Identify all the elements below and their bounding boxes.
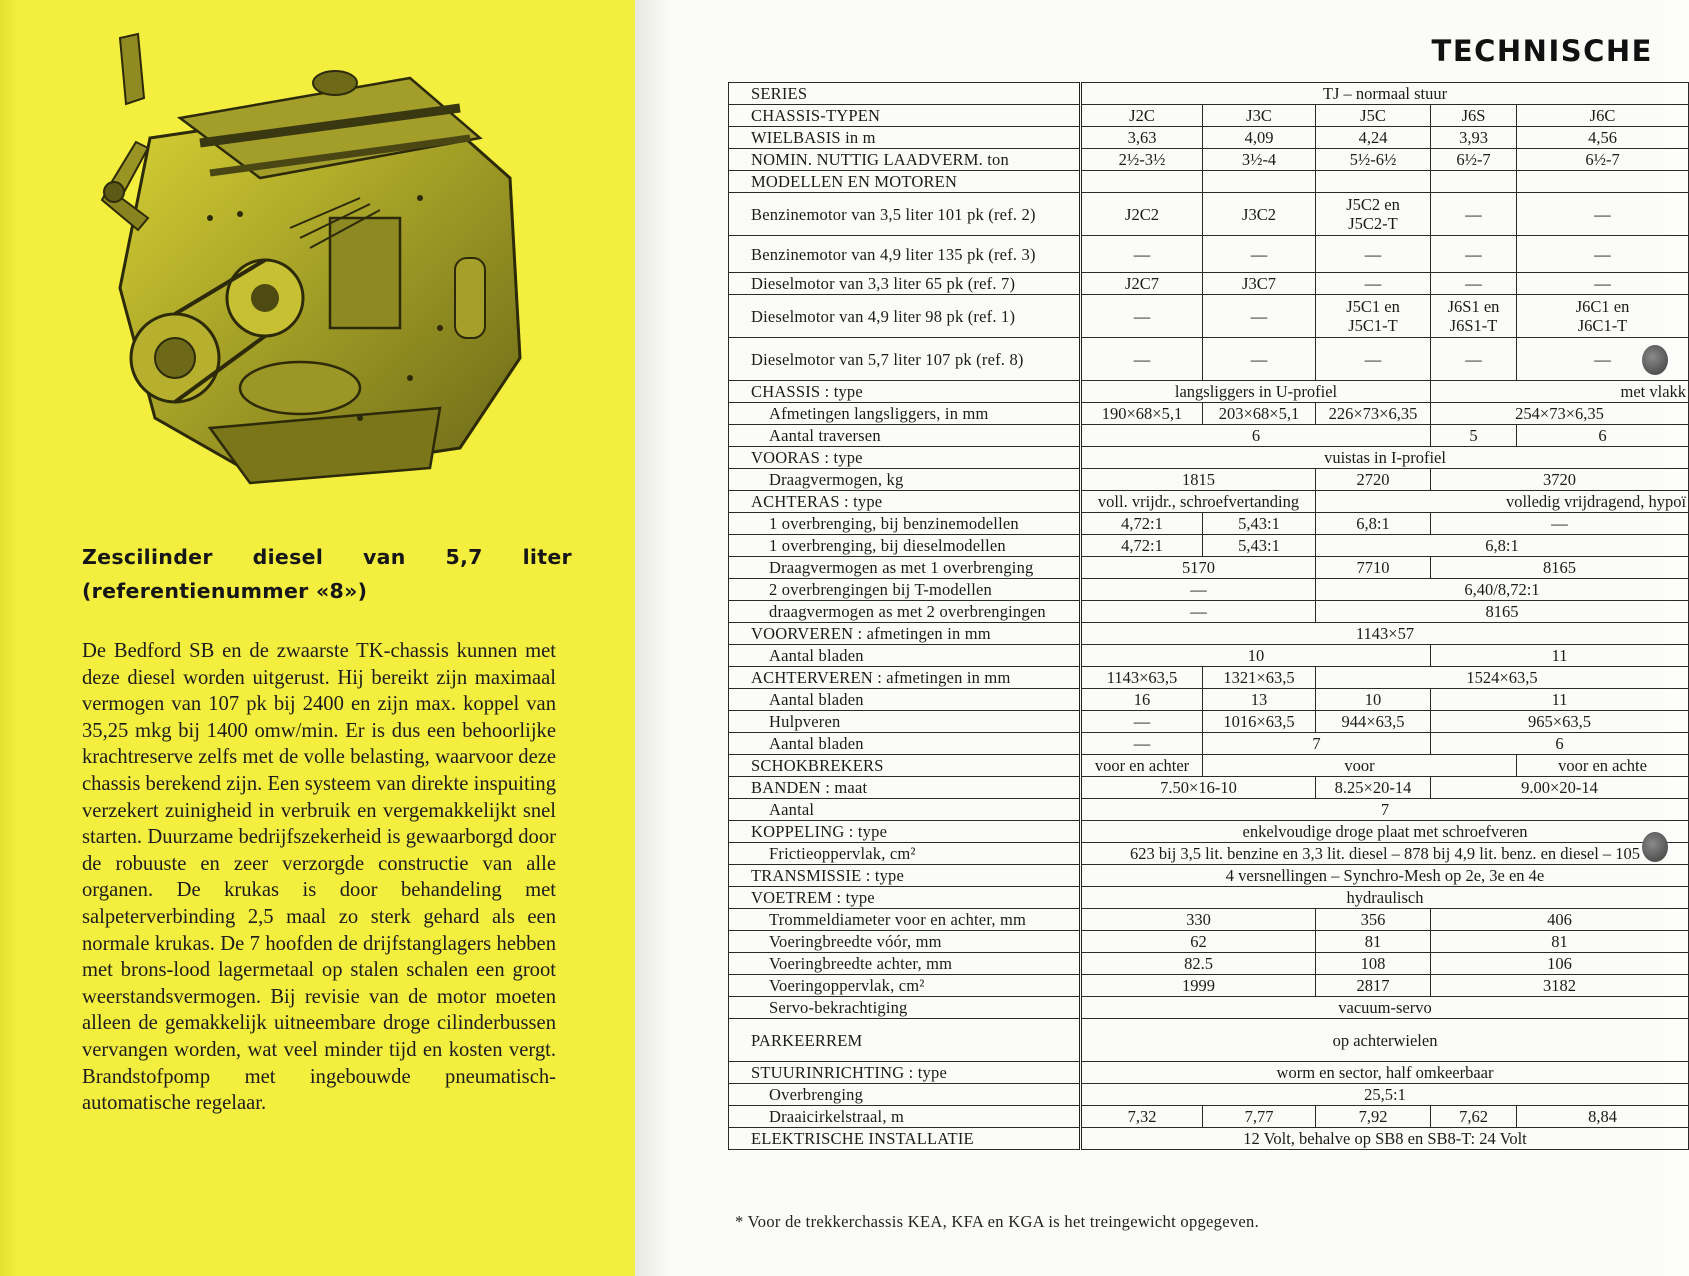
spec-cell: voll. vrijdr., schroefvertanding [1081,491,1316,513]
spec-cell: 3½-4 [1203,149,1316,171]
spec-cell: 8.25×20-14 [1316,777,1431,799]
spec-cell [1316,171,1431,193]
spec-row [729,295,1689,338]
spec-row-label: Benzinemotor van 3,5 liter 101 pk (ref. 2) [729,193,1081,236]
caption-line-1 [82,540,572,574]
spec-cell: J3C [1203,105,1316,127]
spec-cell: met vlakk [1431,381,1689,403]
spec-cell: 3,93 [1431,127,1517,149]
spec-cell: — [1431,513,1689,535]
spec-cell: 623 bij 3,5 lit. benzine en 3,3 lit. diesel – 878 bij 4,9 lit. benz. en diesel – 105 [1081,843,1689,865]
spec-row [729,909,1689,931]
spec-row-label: Overbrenging [729,1084,1081,1106]
engine-description: De Bedford SB en de zwaarste TK-chassis kunnen met deze diesel worden uitgerust. Hij bereikt zijn maximaal vermogen van 107 pk bij 2400 en zijn max. koppel van 35,25 mkg bij 1400 omw/min. Er is dus een behoorlijke krachtreserve zelfs met de volle belasting, waarvoor deze chassis berekend zijn. Een systeem van direkte inspuiting verzekert zuinigheid in verbruik en vergemakkelijkt snel starten. Duurzame bedrijfszekerheid is gewaarborgd door de robuuste en zeer verzorgde constructie van alle organen. De krukas is door behandeling met salpeterverbinding 2,5 maal zo sterk gehard als een normale krukas. De 7 hoofden de drijfstanglagers hebben met brons-lood lagermetaal op stalen schalen een groot weerstandsvermogen. Bij revisie van de motor moeten alleen de gemakkelijk uitneembare droge cilinderbussen vervangen worden, wat veel minder tijd en kosten vergt. Brandstofpomp met ingebouwde pneumatisch-automatische regelaar. [82,640,556,1115]
spec-row [729,931,1689,953]
spec-cell: J3C2 [1203,193,1316,236]
spec-row-label: PARKEERREM [729,1019,1081,1062]
spec-cell: 7 [1081,799,1689,821]
spec-cell: 1321×63,5 [1203,667,1316,689]
spec-cell: voor [1203,755,1517,777]
spec-row-label: Hulpveren [729,711,1081,733]
spec-row-label: Aantal bladen [729,645,1081,667]
spec-row [729,821,1689,843]
spec-row [729,1062,1689,1084]
caption-line-2: (referentienummer «8») [82,579,368,603]
spec-row [729,236,1689,273]
spec-cell: — [1316,236,1431,273]
spec-cell: 9.00×20-14 [1431,777,1689,799]
spec-cell: 7.50×16-10 [1081,777,1316,799]
spec-row-label: Frictieoppervlak, cm² [729,843,1081,865]
spec-row-label: SERIES [729,83,1081,105]
spec-row [729,83,1689,105]
caption-word: van [363,545,406,569]
spec-row [729,667,1689,689]
spec-row [729,755,1689,777]
spec-row [729,557,1689,579]
spec-cell: 5 [1431,425,1517,447]
spec-cell: — [1431,193,1517,236]
spec-cell: 1815 [1081,469,1316,491]
spec-cell: J5C2 en J5C2-T [1316,193,1431,236]
spec-row-label: Aantal [729,799,1081,821]
spec-row [729,149,1689,171]
spec-cell: 4,56 [1517,127,1689,149]
spec-cell: — [1517,273,1689,295]
spec-cell: hydraulisch [1081,887,1689,909]
spec-cell: 11 [1431,689,1689,711]
technical-spec-table [728,82,1689,1150]
spec-row [729,1019,1689,1062]
spec-row-label: Aantal bladen [729,689,1081,711]
spec-cell [1517,171,1689,193]
spec-cell: worm en sector, half omkeerbaar [1081,1062,1689,1084]
spec-cell: 7,32 [1081,1106,1203,1128]
spec-row-label: VOETREM : type [729,887,1081,909]
spec-row-label: BANDEN : maat [729,777,1081,799]
spec-cell: TJ – normaal stuur [1081,83,1689,105]
spec-cell: 1016×63,5 [1203,711,1316,733]
spec-row-label: Draagvermogen as met 1 overbrenging [729,557,1081,579]
spec-cell: — [1081,579,1316,601]
spec-row [729,997,1689,1019]
spec-row-label: Servo-bekrachtiging [729,997,1081,1019]
spec-row [729,469,1689,491]
spec-cell: 356 [1316,909,1431,931]
spec-cell: 7,62 [1431,1106,1517,1128]
spec-row-label: CHASSIS : type [729,381,1081,403]
spec-row [729,601,1689,623]
spec-row [729,843,1689,865]
spec-cell: 5½-6½ [1316,149,1431,171]
spec-row [729,733,1689,755]
engine-caption [82,540,572,608]
spec-cell: — [1081,733,1203,755]
spec-cell: — [1203,236,1316,273]
spec-cell: — [1431,338,1517,381]
spec-cell: J6S1 en J6S1-T [1431,295,1517,338]
caption-word: diesel [252,545,324,569]
spec-row-label: Voeringbreedte vóór, mm [729,931,1081,953]
spec-row [729,381,1689,403]
spec-row [729,491,1689,513]
spec-row-label: WIELBASIS in m [729,127,1081,149]
spec-cell: 2817 [1316,975,1431,997]
spec-row [729,1128,1689,1150]
spec-row-label: Voeringbreedte achter, mm [729,953,1081,975]
spec-cell: 203×68×5,1 [1203,403,1316,425]
spec-row [729,338,1689,381]
spec-cell: vuistas in I-profiel [1081,447,1689,469]
spec-row-label: VOORAS : type [729,447,1081,469]
spec-cell: 8165 [1316,601,1689,623]
spec-row [729,711,1689,733]
spec-cell: 16 [1081,689,1203,711]
spec-row [729,777,1689,799]
spec-row-label: 1 overbrenging, bij benzinemodellen [729,513,1081,535]
spec-cell: 406 [1431,909,1689,931]
left-page [0,0,635,1276]
spec-row-label: Draaicirkelstraal, m [729,1106,1081,1128]
spec-row-label: KOPPELING : type [729,821,1081,843]
spec-row [729,579,1689,601]
spec-row-label: 2 overbrengingen bij T-modellen [729,579,1081,601]
spec-cell: 12 Volt, behalve op SB8 en SB8-T: 24 Volt [1081,1128,1689,1150]
spec-row [729,447,1689,469]
spec-row-label: Draagvermogen, kg [729,469,1081,491]
spec-cell: 62 [1081,931,1316,953]
spec-cell: 82.5 [1081,953,1316,975]
spec-cell: 1524×63,5 [1316,667,1689,689]
spec-row-label: 1 overbrenging, bij dieselmodellen [729,535,1081,557]
spec-row-label: Afmetingen langsliggers, in mm [729,403,1081,425]
spec-cell: 7 [1203,733,1431,755]
spec-row-label: ELEKTRISCHE INSTALLATIE [729,1128,1081,1150]
engine-illustration [60,28,550,498]
footnote: * Voor de trekkerchassis KEA, KFA en KGA is het treingewicht opgegeven. [735,1212,1259,1231]
spec-row-label: Dieselmotor van 4,9 liter 98 pk (ref. 1) [729,295,1081,338]
spec-cell: 6½-7 [1431,149,1517,171]
spec-cell: 330 [1081,909,1316,931]
spec-row-label: Aantal traversen [729,425,1081,447]
spec-cell: — [1203,338,1316,381]
spec-row-label: CHASSIS-TYPEN [729,105,1081,127]
spec-cell: volledig vrijdragend, hypoï [1316,491,1689,513]
spec-row [729,193,1689,236]
spec-cell: 190×68×5,1 [1081,403,1203,425]
spec-row [729,865,1689,887]
spec-cell: 4,72:1 [1081,513,1203,535]
spec-cell: 4,09 [1203,127,1316,149]
spec-cell: 10 [1316,689,1431,711]
spec-row [729,689,1689,711]
spec-cell: J6C [1517,105,1689,127]
spec-row-label: Aantal bladen [729,733,1081,755]
spec-row [729,887,1689,909]
spec-cell: — [1517,193,1689,236]
spec-cell: — [1081,711,1203,733]
spec-row [729,105,1689,127]
spec-cell: 11 [1431,645,1689,667]
spec-cell: 8,84 [1517,1106,1689,1128]
spec-row [729,975,1689,997]
caption-word: liter [522,545,572,569]
spec-cell: — [1081,601,1316,623]
spec-cell [1431,171,1517,193]
spec-cell: — [1431,236,1517,273]
spec-cell: 254×73×6,35 [1431,403,1689,425]
caption-word: 5,7 [445,545,483,569]
spec-cell: op achterwielen [1081,1019,1689,1062]
spec-cell: J6S [1431,105,1517,127]
spec-row-label: VOORVEREN : afmetingen in mm [729,623,1081,645]
spec-cell: 3182 [1431,975,1689,997]
spec-row-label: STUURINRICHTING : type [729,1062,1081,1084]
page-fold-shade [635,0,671,1276]
spec-cell: 81 [1431,931,1689,953]
spec-cell: — [1203,295,1316,338]
spec-cell: 13 [1203,689,1316,711]
spec-row [729,513,1689,535]
spec-cell: 6,8:1 [1316,535,1689,557]
binder-hole [1642,345,1668,375]
spec-cell: 5170 [1081,557,1316,579]
spec-cell: 1143×63,5 [1081,667,1203,689]
spec-cell: 965×63,5 [1431,711,1689,733]
spec-cell: J2C [1081,105,1203,127]
spec-row [729,425,1689,447]
spec-cell: 25,5:1 [1081,1084,1689,1106]
spec-cell: J3C7 [1203,273,1316,295]
spec-cell: 7,77 [1203,1106,1316,1128]
spec-row [729,1084,1689,1106]
spec-cell: J5C [1316,105,1431,127]
spec-cell: J6C1 en J6C1-T [1517,295,1689,338]
spec-row-label: ACHTERVEREN : afmetingen in mm [729,667,1081,689]
spec-row-label: draagvermogen as met 2 overbrengingen [729,601,1081,623]
caption-word: Zescilinder [82,545,213,569]
spec-cell: voor en achter [1081,755,1203,777]
spec-row-label: SCHOKBREKERS [729,755,1081,777]
spec-cell: — [1517,236,1689,273]
spec-cell: — [1431,273,1517,295]
spec-row-label: TRANSMISSIE : type [729,865,1081,887]
spec-cell: J2C2 [1081,193,1203,236]
spec-cell: voor en achte [1517,755,1689,777]
spec-cell: 4,24 [1316,127,1431,149]
spec-cell: 6 [1517,425,1689,447]
spec-row [729,171,1689,193]
spec-cell: 3720 [1431,469,1689,491]
spec-row [729,403,1689,425]
spec-cell: 6,8:1 [1316,513,1431,535]
spec-row-label: MODELLEN EN MOTOREN [729,171,1081,193]
spec-row [729,953,1689,975]
spec-row-label: NOMIN. NUTTIG LAADVERM. ton [729,149,1081,171]
spec-cell: 944×63,5 [1316,711,1431,733]
spec-cell: J5C1 en J5C1-T [1316,295,1431,338]
spec-cell: 106 [1431,953,1689,975]
spec-cell: — [1081,236,1203,273]
spec-row [729,273,1689,295]
spec-cell: 6,40/8,72:1 [1316,579,1689,601]
binder-hole [1642,832,1668,862]
spec-cell: 10 [1081,645,1431,667]
spec-cell: 3,63 [1081,127,1203,149]
spec-cell: vacuum-servo [1081,997,1689,1019]
page-edge-shade [0,0,18,1276]
spec-row [729,127,1689,149]
spec-row [729,623,1689,645]
spec-cell: 4 versnellingen – Synchro-Mesh op 2e, 3e en 4e [1081,865,1689,887]
spec-cell: enkelvoudige droge plaat met schroefveren [1081,821,1689,843]
page-heading: TECHNISCHE [1431,34,1653,68]
spec-cell: 5,43:1 [1203,535,1316,557]
spec-cell: 6½-7 [1517,149,1689,171]
spec-cell: — [1316,273,1431,295]
spec-cell: 5,43:1 [1203,513,1316,535]
spec-row [729,645,1689,667]
spec-row-label: ACHTERAS : type [729,491,1081,513]
spec-cell: 1999 [1081,975,1316,997]
spec-cell: — [1081,338,1203,381]
spec-cell: — [1081,295,1203,338]
spec-row [729,799,1689,821]
spec-row-label: Voeringoppervlak, cm² [729,975,1081,997]
spec-row [729,535,1689,557]
spec-cell: 226×73×6,35 [1316,403,1431,425]
spec-cell: 4,72:1 [1081,535,1203,557]
spec-row-label: Benzinemotor van 4,9 liter 135 pk (ref. 3) [729,236,1081,273]
spec-cell: 6 [1081,425,1431,447]
spec-cell: 6 [1431,733,1689,755]
spec-cell: 8165 [1431,557,1689,579]
spec-cell: 7,92 [1316,1106,1431,1128]
spec-cell: 7710 [1316,557,1431,579]
spec-table-body [729,83,1689,1150]
spec-cell: langsliggers in U-profiel [1081,381,1431,403]
spec-cell: 2720 [1316,469,1431,491]
spec-cell: — [1316,338,1431,381]
spec-row-label: Dieselmotor van 5,7 liter 107 pk (ref. 8) [729,338,1081,381]
spec-cell [1203,171,1316,193]
spec-cell: J2C7 [1081,273,1203,295]
spec-row [729,1106,1689,1128]
spec-cell: 1143×57 [1081,623,1689,645]
spec-cell: — [1517,338,1689,381]
spec-row-label: Trommeldiameter voor en achter, mm [729,909,1081,931]
spec-row-label: Dieselmotor van 3,3 liter 65 pk (ref. 7) [729,273,1081,295]
spec-cell: 108 [1316,953,1431,975]
spec-cell: 2½-3½ [1081,149,1203,171]
spec-cell [1081,171,1203,193]
spec-cell: 81 [1316,931,1431,953]
